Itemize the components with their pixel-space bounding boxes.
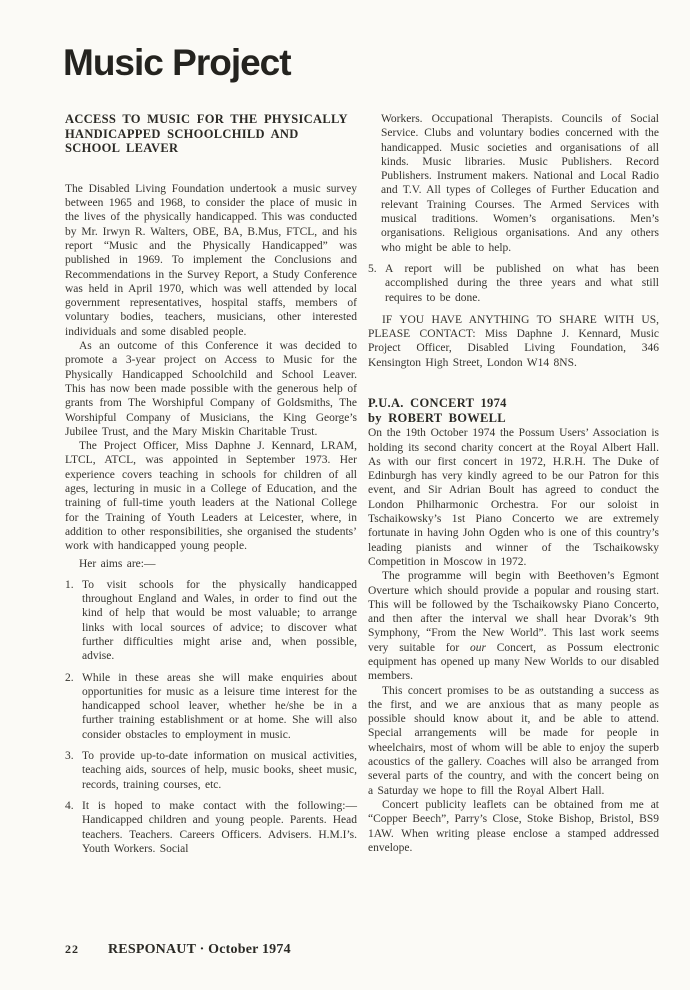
aim-text: To visit schools for the physically handicapped throughout England and Wales, in order to find out the kind of help that would be most valuable; to arrange links with local sources of advice; to discover what further difficulties might arise and, when possible, advise. bbox=[82, 578, 357, 663]
access-article-paragraph-1: The Disabled Living Foundation undertook a music survey between 1965 and 1968, to consider the place of music in the lives of the physically handicapped. This was conducted by Mr. Irwyn R. Walters, OBE, BA, B.Mus, FTCL, and his report “Music and the Physically Handicapped” was published in 1969. To implement the Conclusions and Recommendations in the Survey Report, a Study Conference was held in April 1970, which was well attended by local government representatives, hospital staffs, members of voluntary bodies, teachers, musicians, other interested individuals and some disabled people. bbox=[65, 182, 357, 338]
aim-text: It is hoped to make contact with the following:— Handicapped children and young people. Parents. Head teachers. Teachers. Careers Officers. Advisers. H.M.I’s. Youth Workers. Social bbox=[82, 799, 357, 855]
concert-article-heading bbox=[368, 396, 659, 425]
aim-4-continuation: Workers. Occupational Therapists. Councils of Social Service. Clubs and voluntary bodies concerned with the handicapped. Music societies and organisations of all kinds. Music libraries. Music Publishers. Record Publishers. Instrument makers. National and Local Radio and T.V. All types of Colleges of Further Education and relevant Training Courses. The Armed Services with musical traditions. Women’s organisations. Men’s organisations. Religious organisations. And any others who might be able to help. bbox=[381, 113, 659, 254]
aim-text: A report will be published on what has been accomplished during the three years and what still requires to be done. bbox=[385, 262, 659, 304]
page-footer bbox=[65, 940, 291, 958]
right-column bbox=[368, 112, 659, 855]
left-column bbox=[65, 112, 357, 856]
aims-intro: Her aims are:— bbox=[79, 557, 156, 570]
concert-paragraph-1: On the 19th October 1974 the Possum Users’ Association is holding its second charity concert at the Royal Albert Hall. As with our first concert in 1972, H.R.H. The Duke of Edinburgh has very kindly agreed to be our Patron for this event, and Sir Adrian Boult has agreed to conduct the London Philharmonic Orchestra. For our soloist in Tschaikowsky’s 1st Piano Concerto we are extremely fortunate in having John Ogden who is one of this country’s leading pianists and winner of the Tschaikowsky Competition in Moscow in 1972. bbox=[368, 427, 659, 568]
concert-paragraph-2 bbox=[368, 569, 659, 683]
concert-paragraph-2-lead: The programme will begin with Beethoven’s Egmont Overture which should provide a popular and rousing start. This will be followed by the Tschaikowsky Piano Concerto, and then after the interval we shall hear Dvorak’s 9th Symphony, “From the New World”. This last work seems very suitable for bbox=[368, 570, 659, 654]
page-title: Music Project bbox=[63, 42, 291, 83]
page-number: 22 bbox=[65, 942, 79, 956]
aim-item-3 bbox=[65, 749, 357, 792]
aim-number: 4. bbox=[65, 799, 74, 812]
access-article-paragraph-3: The Project Officer, Miss Daphne J. Kennard, LRAM, LTCL, ATCL, was appointed in September 1973. Her experience covers teaching in schools for children of all ages, lecturing in music in a College of Education, and the training of full-time youth leaders at the National College for the Training of Youth Leaders at Leicester, where, in addition to other responsibilities, she organised the students’ work with handicapped young people. bbox=[65, 440, 357, 553]
aim-item-4 bbox=[65, 799, 357, 856]
concert-paragraph-4: Concert publicity leaflets can be obtained from me at “Copper Beech”, Parry’s Close, Stoke Bishop, Bristol, BS9 1AW. When writing please enclose a stamped addressed envelope. bbox=[368, 798, 659, 854]
journal-title-date: RESPONAUT · October 1974 bbox=[108, 942, 291, 957]
aim-text: To provide up-to-date information on musical activities, teaching aids, sources of help, music books, sheet music, records, training courses, etc. bbox=[82, 750, 357, 791]
aim-number: 2. bbox=[65, 671, 74, 684]
aim-item-1 bbox=[65, 578, 357, 664]
contact-paragraph: IF YOU HAVE ANYTHING TO SHARE WITH US, PLEASE CONTACT: Miss Daphne J. Kennard, Music Project Officer, Disabled Living Foundation, 346 Kensington High Street, London W14 8NS. bbox=[368, 313, 659, 369]
aim-item-2 bbox=[65, 671, 357, 742]
aim-item-5 bbox=[368, 262, 659, 305]
aim-number: 1. bbox=[65, 578, 74, 591]
concert-paragraph-2-tail: Concert, as Possum electronic equipment has opened up many New Worlds to our disabled members. bbox=[368, 641, 659, 683]
aim-text: While in these areas she will make enquiries about opportunities for music as a leisure time interest for the handicapped school leaver, whether he/she be in a further training establishment or at home. She will also consider obstacles to employment in music. bbox=[82, 671, 357, 741]
concert-heading-line-1: P.U.A. CONCERT 1974 bbox=[368, 396, 507, 411]
aim-number: 3. bbox=[65, 750, 74, 763]
aim-number: 5. bbox=[368, 262, 377, 275]
access-article-paragraph-2: As an outcome of this Conference it was decided to promote a 3-year project on Access to Music for the Physically Handicapped Schoolchild and School Leaver. This has now been made possible with the generous help of grants from The Worshipful Company of Goldsmiths, The Worshipful Company of Musicians, the King George’s Jubilee Trust, and the Mary Miskin Charitable Trust. bbox=[65, 340, 357, 438]
emphasized-word: our bbox=[469, 641, 486, 654]
concert-paragraph-3: This concert promises to be as outstanding a success as the first, and we are anxious that as many people as possible should know about it, and be able to attend. Special arrangements will be made for people in wheelchairs, most of whom will be able to enjoy the superb acoustics of the gallery. Coaches will also be arranged from several parts of the country, and with the concert being on a Saturday we hope to fill the Royal Albert Hall. bbox=[368, 684, 659, 797]
concert-heading-line-2: by ROBERT BOWELL bbox=[368, 410, 506, 425]
access-article-heading: ACCESS TO MUSIC FOR THE PHYSICALLY HANDICAPPED SCHOOLCHILD AND SCHOOL LEAVER bbox=[65, 112, 348, 156]
